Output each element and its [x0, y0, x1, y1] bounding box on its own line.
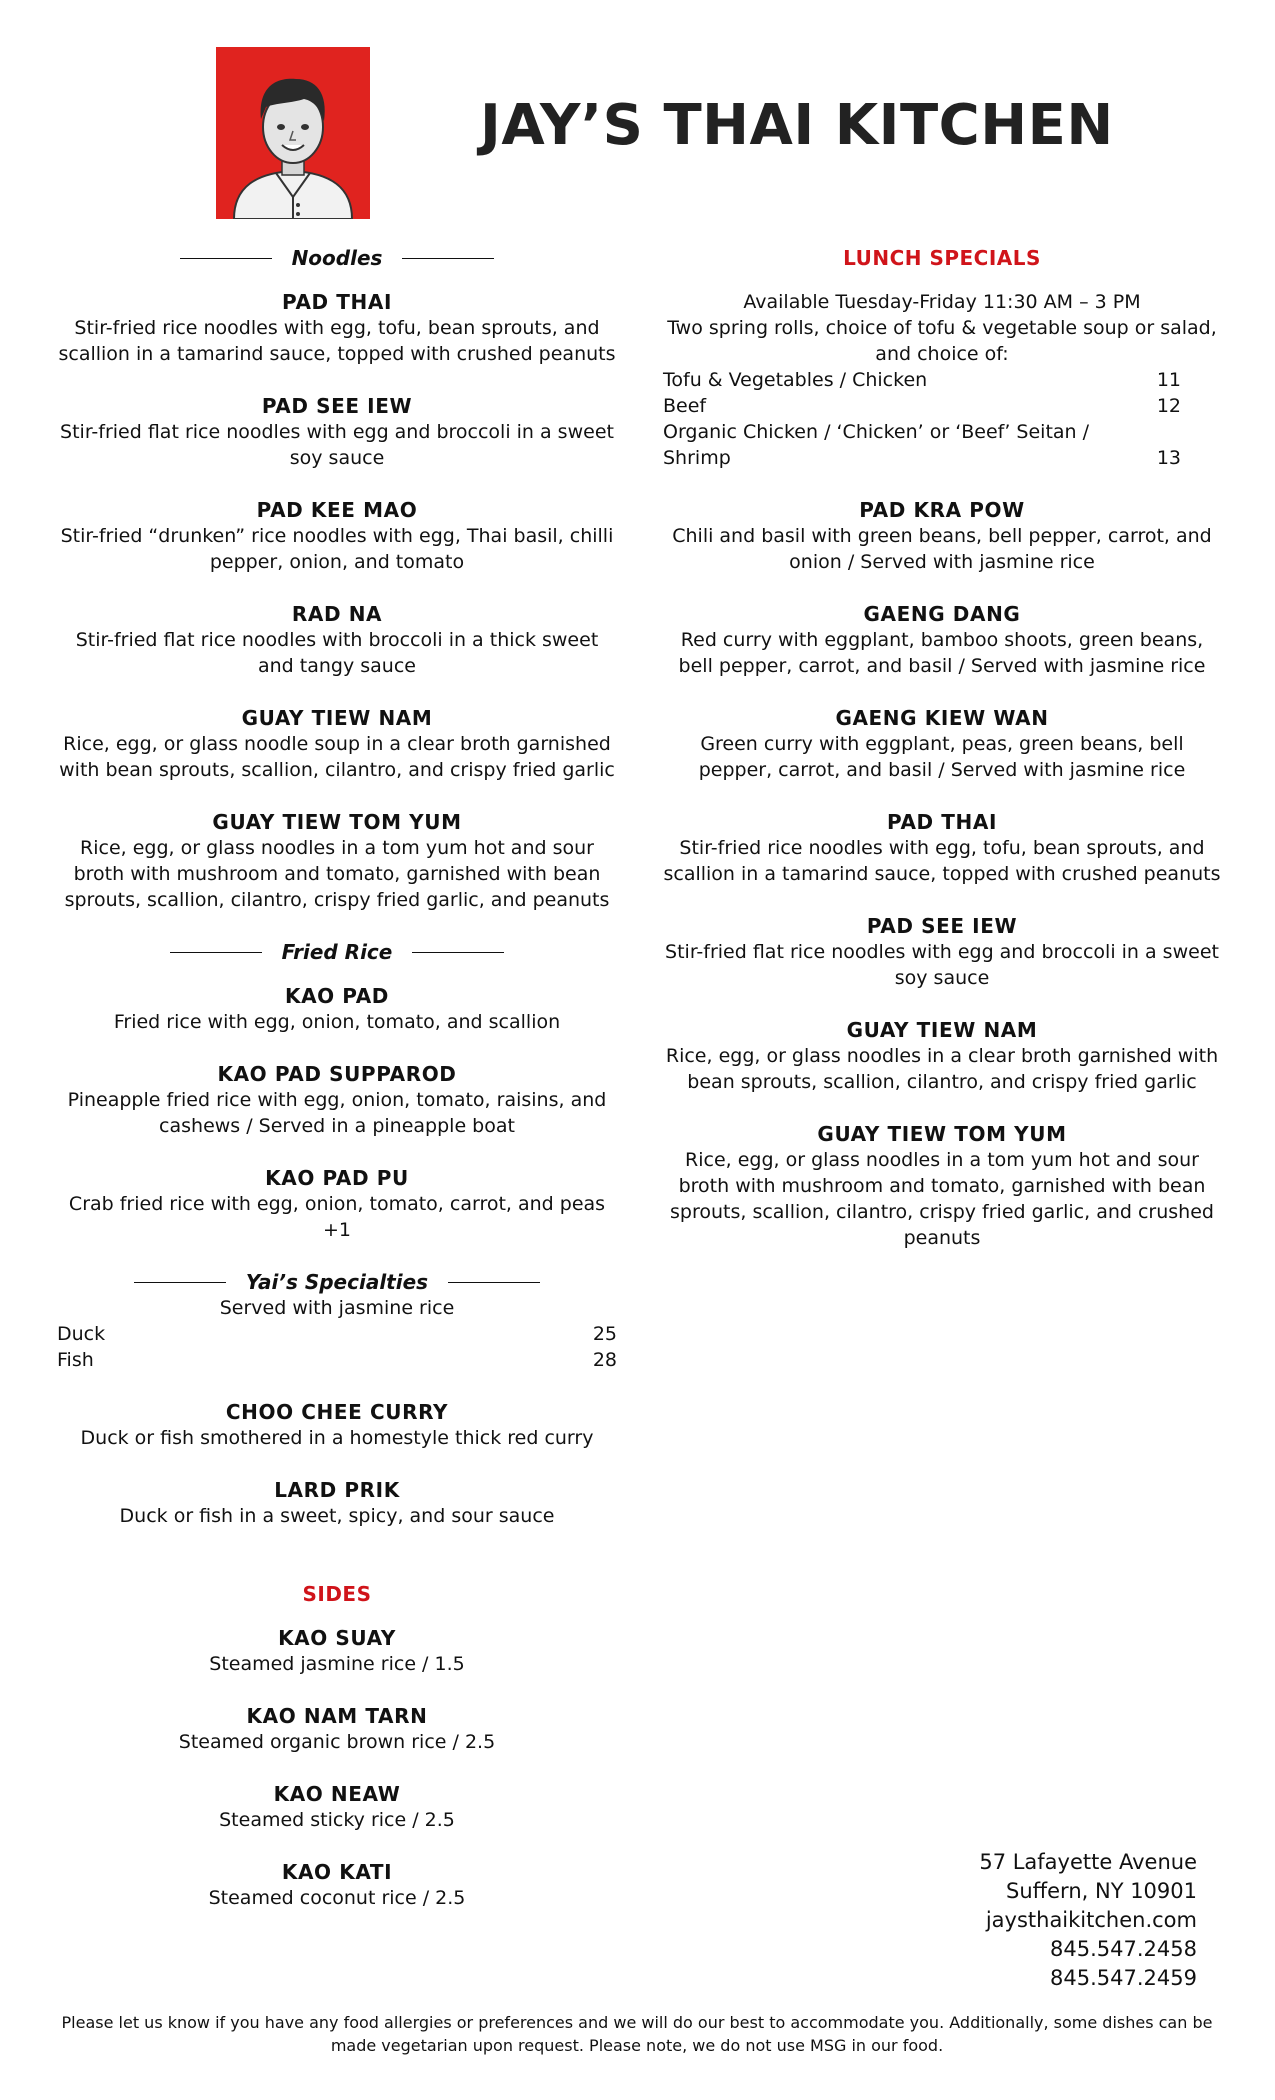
item-description: Steamed coconut rice / 2.5 [208, 1887, 466, 1909]
website-link[interactable]: jaysthaikitchen.com [985, 1908, 1197, 1932]
item-description: Duck or fish smothered in a homestyle thick red curry [80, 1427, 594, 1449]
menu-item [663, 1017, 1221, 1095]
price-value: 13 [1156, 447, 1181, 469]
item-description: Stir-fried rice noodles with egg, tofu, bean sprouts, and scallion in a tamarind sauce, topped with crushed peanuts [663, 837, 1221, 885]
menu-item [57, 1781, 617, 1833]
item-name: GUAY TIEW NAM [241, 706, 433, 730]
menu-item [663, 705, 1221, 783]
menu-item [663, 601, 1221, 679]
restaurant-name: JAY’S THAI KITCHEN [480, 93, 1114, 158]
price-value: 11 [1156, 369, 1181, 391]
left-column [57, 245, 617, 1937]
spacer [57, 1555, 617, 1581]
menu-item [57, 1625, 617, 1677]
right-column [663, 245, 1221, 1277]
item-description: Red curry with eggplant, bamboo shoots, green beans, bell pepper, carrot, and basil / Served with jasmine rice [678, 629, 1206, 677]
specialties-prices [57, 1321, 617, 1373]
item-description: Chili and basil with green beans, bell pepper, carrot, and onion / Served with jasmine rice [672, 525, 1212, 573]
item-description: Rice, egg, or glass noodle soup in a clear broth garnished with bean sprouts, scallion, cilantro, and crispy fried garlic [59, 733, 615, 781]
item-name: KAO NEAW [273, 1782, 401, 1806]
menu-item [57, 1477, 617, 1529]
footer-note: Please let us know if you have any food allergies or preferences and we will do our best to accommodate you. Additionally, some dishes can be made vegetarian upon request. Please note, we do not use MSG in our food. [61, 2013, 1213, 2055]
price-label: Duck [57, 1323, 106, 1345]
specialties-note: Served with jasmine rice [219, 1297, 455, 1319]
price-row [663, 367, 1221, 393]
item-name: PAD SEE IEW [866, 914, 1018, 938]
menu-item [57, 601, 617, 679]
phone-number[interactable]: 845.547.2458 [1050, 1937, 1197, 1961]
item-description: Steamed sticky rice / 2.5 [219, 1809, 455, 1831]
item-description: Fried rice with egg, onion, tomato, and scallion [113, 1011, 561, 1033]
specialties-heading [57, 1269, 617, 1295]
divider-line [412, 952, 504, 953]
chef-portrait-icon [216, 47, 370, 219]
price-row [663, 393, 1221, 419]
item-description: Pineapple fried rice with egg, onion, tomato, raisins, and cashews / Served in a pineapple boat [67, 1089, 607, 1137]
menu-item [57, 497, 617, 575]
item-name: PAD THAI [887, 810, 997, 834]
price-row [663, 419, 1221, 471]
item-name: CHOO CHEE CURRY [225, 1400, 449, 1424]
item-name: RAD NA [291, 602, 383, 626]
price-value: 28 [592, 1349, 617, 1371]
divider-line [170, 952, 262, 953]
noodles-heading [57, 245, 617, 271]
menu-item [57, 393, 617, 471]
item-name: GUAY TIEW TOM YUM [817, 1122, 1067, 1146]
item-name: KAO PAD PU [265, 1166, 409, 1190]
price-value: 25 [592, 1323, 617, 1345]
menu-item [57, 705, 617, 783]
section-title: Noodles [291, 246, 383, 270]
item-name: GUAY TIEW TOM YUM [212, 810, 462, 834]
menu-item [663, 497, 1221, 575]
item-description: Stir-fried flat rice noodles with egg and broccoli in a sweet soy sauce [60, 421, 614, 469]
price-value: 12 [1156, 395, 1181, 417]
menu-item [57, 289, 617, 367]
divider-line [134, 1282, 226, 1283]
item-description: Rice, egg, or glass noodles in a tom yum hot and sour broth with mushroom and tomato, garnished with bean sprouts, scallion, cilantro, crispy fried garlic, and peanuts [64, 837, 610, 911]
phone-number[interactable]: 845.547.2459 [1050, 1966, 1197, 1990]
item-name: GAENG DANG [863, 602, 1021, 626]
menu-item [57, 1399, 617, 1451]
price-label: Organic Chicken / ‘Chicken’ or ‘Beef’ Seitan / Shrimp [663, 421, 1090, 469]
item-name: GAENG KIEW WAN [835, 706, 1049, 730]
menu-item [57, 1859, 617, 1911]
price-label: Beef [663, 395, 707, 417]
item-description: Rice, egg, or glass noodles in a clear broth garnished with bean sprouts, scallion, cilantro, and crispy fried garlic [665, 1045, 1219, 1093]
menu-item [57, 1165, 617, 1243]
item-description: Steamed jasmine rice / 1.5 [209, 1653, 465, 1675]
lunch-prices [663, 367, 1221, 471]
menu-item [57, 983, 617, 1035]
menu-item [663, 913, 1221, 991]
sides-heading: SIDES [302, 1582, 372, 1606]
item-name: GUAY TIEW NAM [846, 1018, 1038, 1042]
menu-item [57, 1061, 617, 1139]
item-description: Stir-fried flat rice noodles with broccoli in a thick sweet and tangy sauce [75, 629, 599, 677]
item-description: Duck or fish in a sweet, spicy, and sour sauce [119, 1505, 555, 1527]
fried-rice-heading [57, 939, 617, 965]
item-description: Rice, egg, or glass noodles in a tom yum hot and sour broth with mushroom and tomato, garnished with bean sprouts, scallion, cilantro, crispy fried garlic, and crushed peanuts [670, 1149, 1214, 1249]
street-address: 57 Lafayette Avenue [979, 1850, 1197, 1874]
contact-block [979, 1848, 1197, 1993]
menu-item [57, 809, 617, 913]
item-name: KAO PAD SUPPAROD [217, 1062, 457, 1086]
divider-line [448, 1282, 540, 1283]
item-name: PAD SEE IEW [261, 394, 413, 418]
divider-line [180, 258, 272, 259]
item-description: Stir-fried “drunken” rice noodles with egg, Thai basil, chilli pepper, onion, and tomato [60, 525, 614, 573]
city-state-zip: Suffern, NY 10901 [1006, 1879, 1197, 1903]
lunch-includes: Two spring rolls, choice of tofu & vegetable soup or salad, and choice of: [667, 317, 1217, 365]
section-title: Yai’s Specialties [245, 1270, 429, 1294]
menu-item [57, 1703, 617, 1755]
menu-item [663, 809, 1221, 887]
menu-item [663, 1121, 1221, 1251]
item-description: Stir-fried flat rice noodles with egg and broccoli in a sweet soy sauce [665, 941, 1219, 989]
item-name: KAO NAM TARN [246, 1704, 428, 1728]
item-description: Green curry with eggplant, peas, green beans, bell pepper, carrot, and basil / Served with jasmine rice [698, 733, 1186, 781]
item-name: LARD PRIK [274, 1478, 400, 1502]
lunch-specials-heading: LUNCH SPECIALS [843, 246, 1041, 270]
price-row [57, 1347, 617, 1373]
restaurant-logo [216, 47, 370, 219]
item-name: PAD KEE MAO [256, 498, 418, 522]
price-row [57, 1321, 617, 1347]
item-name: KAO KATI [281, 1860, 393, 1884]
divider-line [402, 258, 494, 259]
item-description: Steamed organic brown rice / 2.5 [178, 1731, 496, 1753]
item-description: Crab fried rice with egg, onion, tomato, carrot, and peas +1 [68, 1193, 606, 1241]
item-name: KAO PAD [284, 984, 390, 1008]
item-description: Stir-fried rice noodles with egg, tofu, bean sprouts, and scallion in a tamarind sauce, topped with crushed peanuts [58, 317, 616, 365]
price-label: Tofu & Vegetables / Chicken [663, 369, 928, 391]
item-name: KAO SUAY [278, 1626, 396, 1650]
item-name: PAD THAI [282, 290, 392, 314]
item-name: PAD KRA POW [859, 498, 1025, 522]
price-label: Fish [57, 1349, 94, 1371]
section-title: Fried Rice [281, 940, 393, 964]
lunch-availability: Available Tuesday-Friday 11:30 AM – 3 PM [743, 291, 1141, 313]
